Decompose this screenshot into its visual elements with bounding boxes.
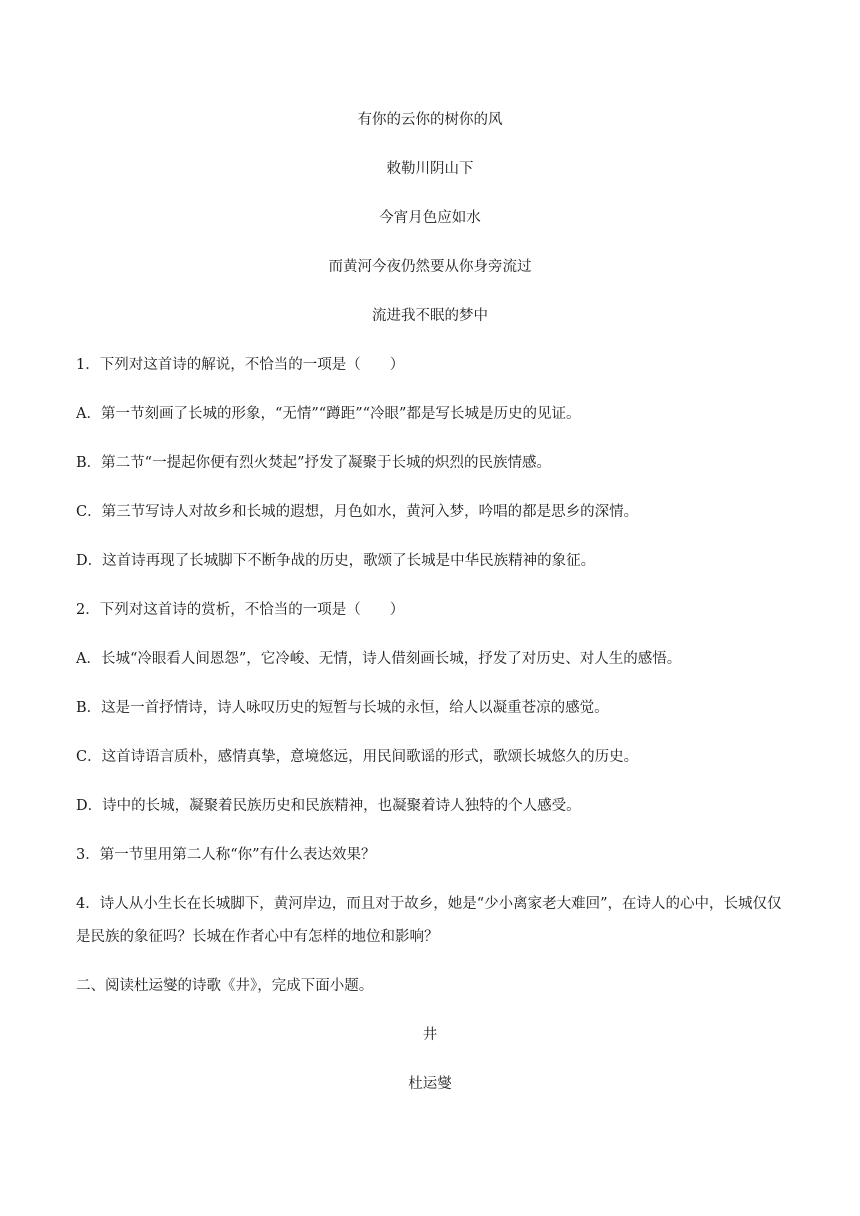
poem-line: 流进我不眠的梦中	[372, 308, 488, 324]
question-2-option-b: B．这是一首抒情诗，诗人咏叹历史的短暂与长城的永恒，给人以凝重苍凉的感觉。	[76, 700, 609, 716]
question-2-option-d: D．诗中的长城，凝聚着民族历史和民族精神，也凝聚着诗人独特的个人感受。	[76, 798, 581, 814]
poem-line: 有你的云你的树你的风	[357, 112, 503, 128]
poem-line: 而黄河今夜仍然要从你身旁流过	[328, 259, 532, 275]
poem-title: 井	[422, 1027, 438, 1043]
question-3: 3．第一节里用第二人称“你”有什么表达效果？	[76, 847, 376, 863]
question-2-stem: 2．下列对这首诗的赏析，不恰当的一项是（ ）	[76, 602, 405, 618]
question-1-option-d: D．这首诗再现了长城脚下不断争战的历史，歌颂了长城是中华民族精神的象征。	[76, 553, 596, 569]
question-2-option-c: C．这首诗语言质朴，感情真挚，意境悠远，用民间歌谣的形式，歌颂长城悠久的历史。	[76, 749, 639, 765]
question-1-option-c: C．第三节写诗人对故乡和长城的遐想，月色如水，黄河入梦，吟唱的都是思乡的深情。	[76, 504, 639, 520]
poem-author: 杜运燮	[408, 1076, 452, 1092]
section-2-heading: 二、阅读杜运燮的诗歌《井》，完成下面小题。	[76, 978, 374, 994]
question-1-option-a: A．第一节刻画了长城的形象，“无情”“蹲距”“冷眼”都是写长城是历史的见证。	[76, 406, 581, 422]
question-1-stem: 1．下列对这首诗的解说，不恰当的一项是（ ）	[76, 357, 405, 373]
poem-line: 敕勒川阴山下	[386, 161, 474, 177]
question-1-option-b: B．第二节“一提起你便有烈火焚起”抒发了凝聚于长城的炽烈的民族情感。	[76, 455, 551, 471]
poem-line: 今宵月色应如水	[379, 210, 481, 226]
question-2-option-a: A．长城“冷眼看人间恩怨”，它冷峻、无情，诗人借刻画长城，抒发了对历史、对人生的感悟。	[76, 651, 682, 667]
question-4: 4．诗人从小生长在长城脚下，黄河岸边，而且对于故乡，她是“少小离家老大难回”，在诗人的心中，长城仅仅是民族的象征吗？长城在作者心中有怎样的地位和影响？	[76, 896, 782, 945]
